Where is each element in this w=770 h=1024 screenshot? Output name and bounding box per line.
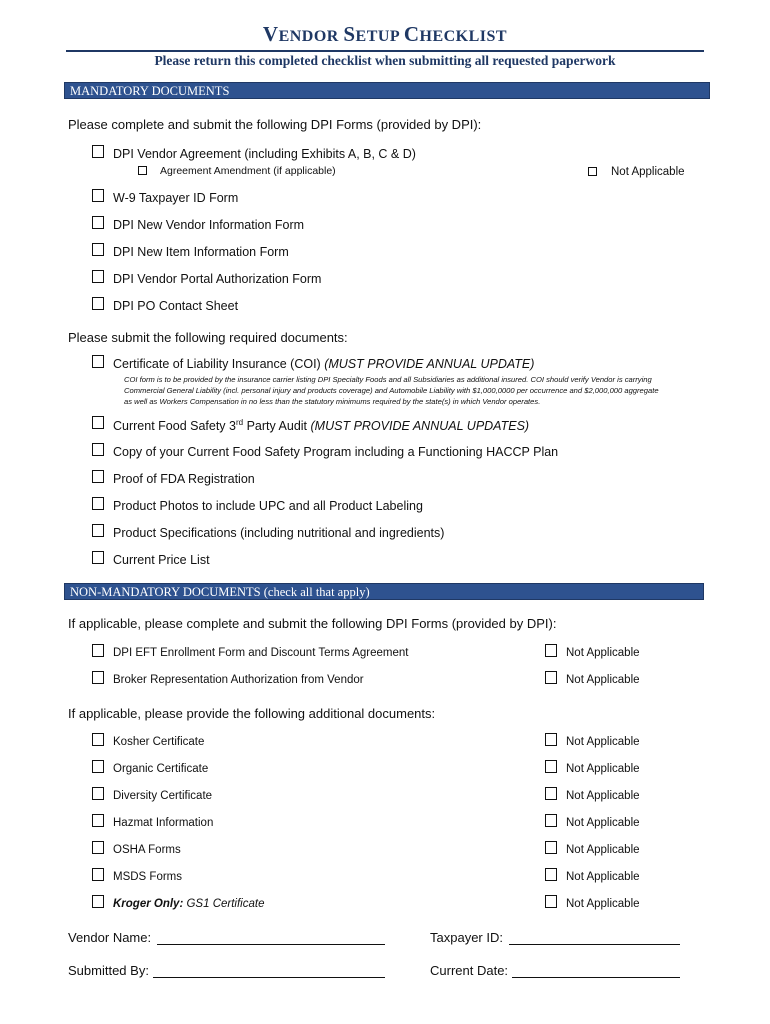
label-kosher-not-applicable: Not Applicable: [566, 736, 640, 748]
vendor-name-field[interactable]: [157, 944, 385, 945]
checkbox-hazmat[interactable]: [92, 814, 104, 827]
checkbox-product-photos[interactable]: [92, 497, 104, 510]
page-title: VENDOR SETUP CHECKLIST: [262, 22, 508, 46]
checkbox-coi[interactable]: [92, 355, 104, 368]
label-hazmat-not-applicable: Not Applicable: [566, 817, 640, 829]
checkbox-kosher[interactable]: [92, 733, 104, 746]
checkbox-new-vendor-info[interactable]: [92, 216, 104, 229]
label-price-list: Current Price List: [113, 553, 210, 567]
checkbox-w9-form[interactable]: [92, 189, 104, 202]
checkbox-eft-enrollment[interactable]: [92, 644, 104, 657]
label-gs1-not-applicable: Not Applicable: [566, 898, 640, 910]
checkbox-agreement-amendment[interactable]: [138, 166, 147, 175]
section-band-non-mandatory: NON-MANDATORY DOCUMENTS (check all that apply): [64, 583, 704, 600]
label-product-photos: Product Photos to include UPC and all Product Labeling: [113, 499, 423, 513]
label-msds: MSDS Forms: [113, 871, 182, 883]
checkbox-msds-not-applicable[interactable]: [545, 868, 557, 881]
checkbox-gs1[interactable]: [92, 895, 104, 908]
label-w9-form: W-9 Taxpayer ID Form: [113, 191, 239, 205]
submitted-by-field[interactable]: [153, 977, 385, 978]
checkbox-broker-auth[interactable]: [92, 671, 104, 684]
label-new-item-info: DPI New Item Information Form: [113, 245, 289, 259]
checkbox-osha[interactable]: [92, 841, 104, 854]
checkbox-product-specs[interactable]: [92, 524, 104, 537]
checkbox-diversity-not-applicable[interactable]: [545, 787, 557, 800]
label-vendor-portal-auth: DPI Vendor Portal Authorization Form: [113, 272, 322, 286]
checkbox-new-item-info[interactable]: [92, 243, 104, 256]
label-new-vendor-info: DPI New Vendor Information Form: [113, 218, 305, 232]
current-date-label: Current Date:: [430, 963, 509, 978]
checkbox-osha-not-applicable[interactable]: [545, 841, 557, 854]
current-date-field[interactable]: [512, 977, 680, 978]
mandatory-forms-intro: Please complete and submit the following DPI Forms (provided by DPI):: [68, 117, 482, 132]
label-fda-registration: Proof of FDA Registration: [113, 472, 255, 486]
checkbox-diversity[interactable]: [92, 787, 104, 800]
checkbox-amendment-not-applicable[interactable]: [588, 167, 597, 176]
label-eft-not-applicable: Not Applicable: [566, 647, 640, 659]
label-product-specs: Product Specifications (including nutritional and ingredients): [113, 526, 445, 540]
label-eft-enrollment: DPI EFT Enrollment Form and Discount Terms Agreement: [113, 647, 409, 659]
label-food-safety-program: Copy of your Current Food Safety Program including a Functioning HACCP Plan: [113, 445, 559, 459]
label-gs1: Kroger Only: GS1 Certificate: [113, 898, 265, 910]
checkbox-vendor-portal-auth[interactable]: [92, 270, 104, 283]
taxpayer-id-label: Taxpayer ID:: [430, 930, 503, 945]
checkbox-food-safety-program[interactable]: [92, 443, 104, 456]
label-broker-not-applicable: Not Applicable: [566, 674, 640, 686]
label-osha: OSHA Forms: [113, 844, 181, 856]
label-osha-not-applicable: Not Applicable: [566, 844, 640, 856]
checkbox-gs1-not-applicable[interactable]: [545, 895, 557, 908]
checkbox-organic[interactable]: [92, 760, 104, 773]
non-mandatory-docs-intro: If applicable, please provide the following additional documents:: [68, 706, 436, 721]
checkbox-broker-not-applicable[interactable]: [545, 671, 557, 684]
title-rule: [66, 50, 704, 52]
label-po-contact-sheet: DPI PO Contact Sheet: [113, 299, 239, 313]
submitted-by-label: Submitted By:: [68, 963, 149, 978]
checkbox-fda-registration[interactable]: [92, 470, 104, 483]
checkbox-price-list[interactable]: [92, 551, 104, 564]
label-coi: Certificate of Liability Insurance (COI) (MUST PROVIDE ANNUAL UPDATE): [113, 357, 535, 371]
checkbox-kosher-not-applicable[interactable]: [545, 733, 557, 746]
page-subtitle: Please return this completed checklist when submitting all requested paperwork: [154, 53, 616, 68]
label-diversity-not-applicable: Not Applicable: [566, 790, 640, 802]
label-agreement-amendment: Agreement Amendment (if applicable): [160, 165, 336, 177]
checkbox-eft-not-applicable[interactable]: [545, 644, 557, 657]
label-food-safety-audit: Current Food Safety 3rd Party Audit (MUST PROVIDE ANNUAL UPDATES): [113, 418, 530, 434]
label-kosher: Kosher Certificate: [113, 736, 205, 748]
checkbox-msds[interactable]: [92, 868, 104, 881]
vendor-name-label: Vendor Name:: [68, 930, 152, 945]
label-dpi-vendor-agreement: DPI Vendor Agreement (including Exhibits A, B, C & D): [113, 147, 416, 161]
label-hazmat: Hazmat Information: [113, 817, 214, 829]
checkbox-food-safety-audit[interactable]: [92, 416, 104, 429]
checkbox-po-contact-sheet[interactable]: [92, 297, 104, 310]
label-diversity: Diversity Certificate: [113, 790, 213, 802]
label-broker-auth: Broker Representation Authorization from Vendor: [113, 674, 364, 686]
label-msds-not-applicable: Not Applicable: [566, 871, 640, 883]
non-mandatory-forms-intro: If applicable, please complete and submit the following DPI Forms (provided by DPI):: [68, 616, 557, 631]
mandatory-docs-intro: Please submit the following required documents:: [68, 330, 348, 345]
checkbox-organic-not-applicable[interactable]: [545, 760, 557, 773]
checkbox-hazmat-not-applicable[interactable]: [545, 814, 557, 827]
checkbox-dpi-vendor-agreement[interactable]: [92, 145, 104, 158]
section-band-mandatory: MANDATORY DOCUMENTS: [64, 82, 710, 99]
label-organic-not-applicable: Not Applicable: [566, 763, 640, 775]
taxpayer-id-field[interactable]: [509, 944, 680, 945]
label-amendment-not-applicable: Not Applicable: [611, 166, 685, 178]
coi-note: COI form is to be provided by the insurance carrier listing DPI Specialty Foods and all Subsidiaries as additional insured. COI should verify Vendor is carrying Commercial General Liability (incl. personal injury and products coverage) and Automobile Liability with $1,000,0000 per occurrence and $2,000,000 aggregate as well as Workers Compensation in no less than the statutory minimums required by the state(s) in which Vendor operates.: [124, 375, 659, 406]
label-organic: Organic Certificate: [113, 763, 209, 775]
